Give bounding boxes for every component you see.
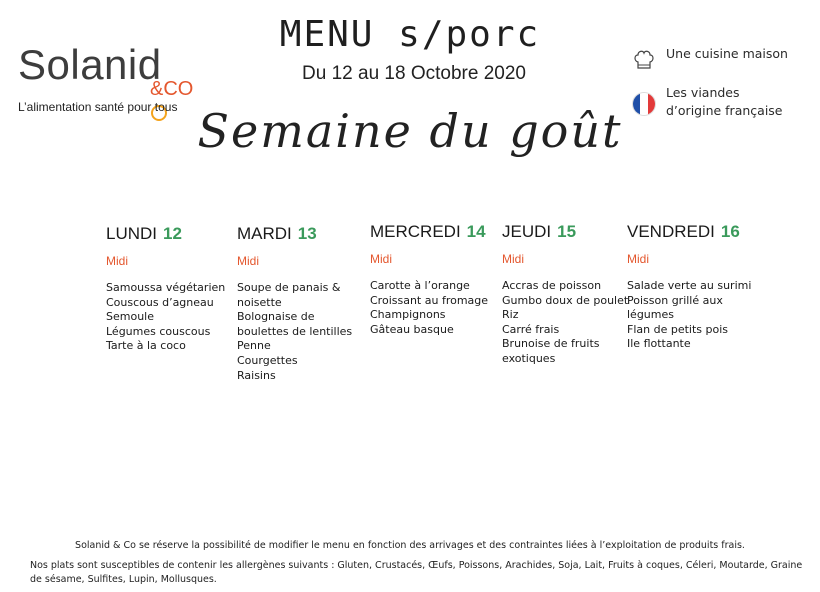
- dish-item: Courgettes: [237, 353, 298, 367]
- dish-item: Couscous d’agneau: [106, 295, 214, 309]
- day-header: [627, 222, 767, 242]
- dish-item: Légumes couscous: [106, 324, 211, 338]
- day-column-vendredi: [627, 222, 767, 352]
- day-column-mardi: [237, 224, 377, 383]
- dish-item: Brunoise de fruits: [502, 337, 600, 351]
- meal-label: Midi: [502, 252, 525, 266]
- dish-item: légumes: [627, 308, 674, 322]
- dish-item: Bolognaise de: [237, 310, 315, 324]
- dish-item: Croissant au fromage: [370, 293, 489, 307]
- badge-french-meat-text: Les viandes d’origine française: [666, 85, 783, 118]
- logo-tagline: L’alimentation santé pour tous: [18, 100, 178, 114]
- footer-disclaimer: Solanid & Co se réserve la possibilité de modifier le menu en fonction des arrivages et des contraintes liées à l’exploitation de produits frais.: [75, 540, 745, 551]
- dish-list: [106, 281, 246, 354]
- dish-item: Carotte à l’orange: [370, 279, 470, 292]
- footer-allergens: Nos plats sont susceptibles de contenir les allergènes suivants : Gluten, Crustacés, Œufs, Poissons, Arachides, Soja, Lait, Fruits à coques, Céleri, Moutarde, Graine de sésame, Sulfites, Lupin, Mollusques.: [30, 560, 803, 585]
- day-name: JEUDI: [502, 222, 552, 241]
- day-column-jeudi: [502, 222, 642, 367]
- logo-name: Solanid: [18, 41, 162, 88]
- day-header: [237, 224, 377, 244]
- day-name: MERCREDI: [370, 222, 461, 241]
- dish-item: Flan de petits pois: [627, 322, 728, 336]
- dish-list: [627, 279, 767, 352]
- dish-item: Accras de poisson: [502, 279, 602, 292]
- badge-homemade: [632, 46, 788, 72]
- badge-homemade-text: Une cuisine maison: [666, 46, 788, 61]
- meal-label: Midi: [370, 252, 393, 266]
- meal-label: Midi: [106, 254, 129, 268]
- chef-hat-icon: [632, 48, 656, 72]
- day-name: MARDI: [237, 224, 292, 243]
- menu-title: MENU s/porc: [279, 14, 541, 55]
- day-name: LUNDI: [106, 224, 158, 243]
- day-number: 15: [557, 222, 577, 241]
- menu-subtitle: Semaine du goût: [197, 104, 623, 158]
- dish-list: [237, 281, 377, 383]
- day-number: 13: [297, 224, 317, 243]
- day-header: [370, 222, 510, 242]
- dish-item: exotiques: [502, 351, 556, 365]
- dish-item: Soupe de panais &: [237, 281, 341, 294]
- dish-item: Riz: [502, 308, 519, 322]
- dish-item: Raisins: [237, 368, 276, 382]
- day-header: [502, 222, 642, 242]
- dish-item: noisette: [237, 295, 282, 309]
- day-header: [106, 224, 246, 244]
- dish-item: Gumbo doux de poulet: [502, 293, 629, 307]
- day-column-mercredi: [370, 222, 510, 337]
- meal-label: Midi: [237, 254, 260, 268]
- dish-item: Carré frais: [502, 322, 560, 336]
- day-number: 12: [163, 224, 182, 243]
- dish-item: Samoussa végétarien: [106, 281, 226, 294]
- day-column-lundi: [106, 224, 246, 354]
- dish-item: Tarte à la coco: [106, 339, 186, 353]
- dish-item: Penne: [237, 339, 271, 353]
- day-number: 14: [466, 222, 486, 241]
- day-name: VENDREDI: [627, 222, 715, 241]
- menu-dates: Du 12 au 18 Octobre 2020: [302, 63, 526, 84]
- dish-item: Ile flottante: [627, 337, 691, 351]
- dish-item: Champignons: [370, 308, 446, 322]
- meal-label: Midi: [627, 252, 650, 266]
- dish-item: Gâteau basque: [370, 322, 454, 336]
- dish-item: Poisson grillé aux: [627, 293, 723, 307]
- logo-co-text: &CO: [150, 78, 194, 100]
- day-number: 16: [720, 222, 740, 241]
- dish-list: [370, 279, 510, 337]
- dish-item: Semoule: [106, 310, 154, 324]
- dish-item: Salade verte au surimi: [627, 279, 752, 292]
- dish-list: [502, 279, 642, 367]
- dish-item: boulettes de lentilles: [237, 324, 353, 338]
